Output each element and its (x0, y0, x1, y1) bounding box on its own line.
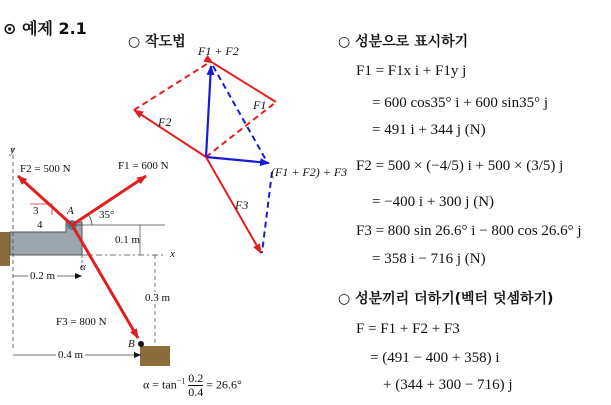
poly-f3-label: F3 (235, 198, 249, 212)
poly-f1-arrow (213, 63, 276, 102)
component-heading: 성분으로 표시하기 (355, 34, 469, 50)
alpha-label: α (80, 261, 86, 273)
poly-blue-dashed-2 (262, 172, 272, 253)
graphical-heading: 작도법 (145, 34, 186, 50)
f2-definition: F2 = 500 × (−4/5) i + 500 × (3/5) j (356, 158, 564, 174)
f2-line-2: = −400 i + 300 j (N) (372, 194, 495, 210)
force-f2-arrow (18, 176, 72, 225)
wall-hatch (0, 232, 10, 266)
sum-line-2: = (491 − 400 + 358) i (370, 350, 500, 366)
dim-02-label: 0.2 m (30, 270, 56, 282)
axis-x-label: x (170, 248, 175, 260)
f3-line-2: = 358 i − 716 j (N) (372, 251, 486, 267)
axis-y-label: y (10, 144, 15, 156)
poly-sum12-arrow (206, 66, 211, 157)
point-b-label: B (128, 338, 135, 350)
f1-label: F1 = 600 N (118, 160, 169, 172)
f1-definition: F1 = F1x i + F1y j (356, 63, 467, 79)
f3-definition: F3 = 800 sin 26.6° i − 800 cos 26.6° j (356, 223, 582, 239)
sum-definition: F = F1 + F2 + F3 (356, 321, 460, 337)
circle-bullet-icon: ○ (128, 34, 141, 50)
poly-f3-arrow (206, 157, 261, 253)
slope-3-label: 3 (33, 205, 39, 217)
poly-f1-label: F1 (253, 98, 267, 112)
point-a-label: A (67, 205, 74, 217)
poly-sum12-label: F1 + F2 (198, 44, 239, 58)
bracket-figure (0, 148, 170, 366)
circle-bullet-icon: ○ (338, 291, 351, 307)
add-heading: 성분끼리 더하기(벡터 덧셈하기) (355, 291, 554, 307)
bullet-icon: ⊙ (3, 19, 17, 38)
poly-sum123-label: (F1 + F2) + F3 (271, 165, 348, 179)
alpha-fraction: $\frac{0.2}{0.4}$ (188, 371, 204, 399)
example-title: 예제 2.1 (21, 19, 87, 38)
poly-sum123-arrow (206, 157, 269, 163)
support-b (140, 346, 170, 366)
f3-label: F3 = 800 N (56, 316, 107, 328)
f1-line-2: = 600 cos35° i + 600 sin35° j (372, 95, 549, 111)
angle-label: 35° (99, 209, 115, 221)
sum-line-3: + (344 + 300 − 716) j (383, 377, 513, 393)
slope-4-label: 4 (37, 219, 43, 231)
force-polygon (134, 62, 276, 253)
alpha-formula: $\alpha = \tan^{-1}$ $\frac{0.2}{0.4}$ = 26.6° (143, 371, 242, 399)
poly-f1-dashed-2 (134, 62, 210, 110)
dim-03-label: 0.3 m (145, 292, 171, 304)
dim-04-label: 0.4 m (58, 349, 84, 361)
f2-label: F2 = 500 N (20, 163, 71, 175)
f1-line-3: = 491 i + 344 j (N) (372, 122, 486, 138)
dim-01-label: 0.1 m (115, 234, 141, 246)
poly-f2-label: F2 (158, 115, 172, 129)
circle-bullet-icon: ○ (338, 34, 351, 50)
point-b-marker (138, 341, 144, 347)
